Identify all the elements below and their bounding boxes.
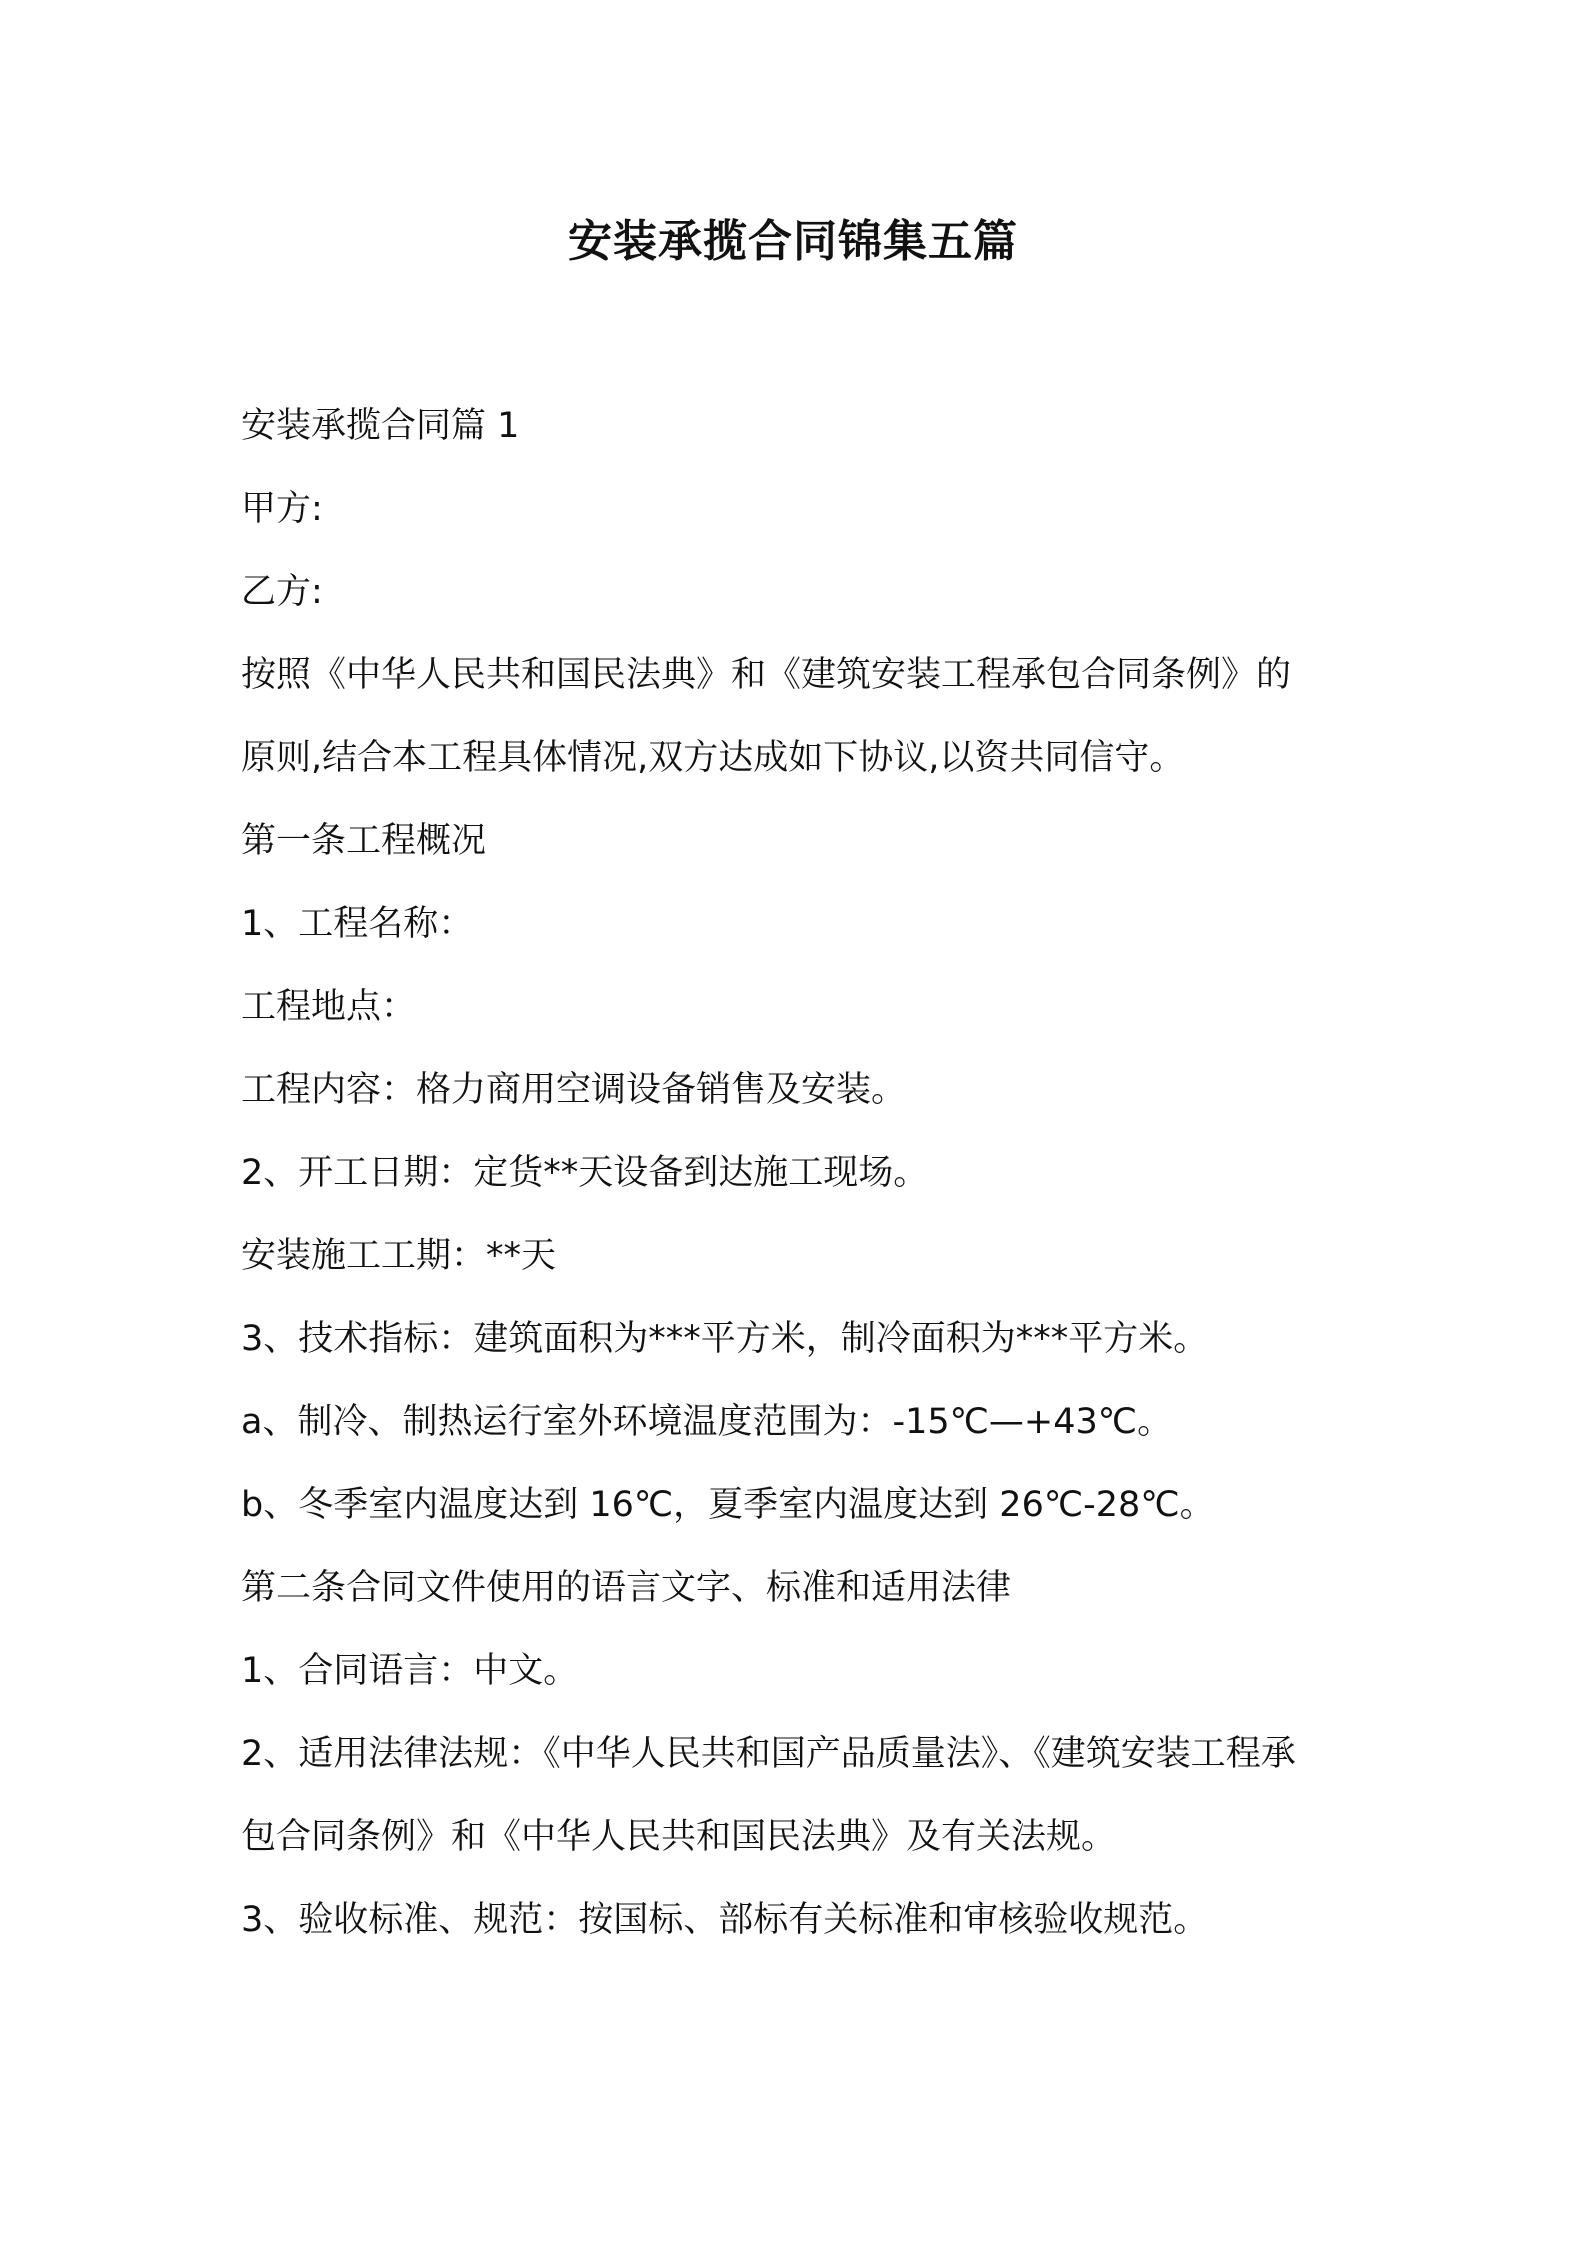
article-heading: 第一条工程概况 — [241, 821, 487, 861]
preamble-line: 按照《中华人民共和国民法典》和《建筑安装工程承包合同条例》的 — [241, 655, 1292, 695]
clause-line: 安装施工工期：**天 — [241, 1236, 557, 1276]
section-heading: 安装承揽合同篇 1 — [241, 406, 520, 446]
clause-line: 3、技术指标：建筑面积为***平方米，制冷面积为***平方米。 — [241, 1319, 1209, 1359]
clause-line: 3、验收标准、规范：按国标、部标有关标准和审核验收规范。 — [241, 1900, 1209, 1940]
clause-line: 2、开工日期：定货**天设备到达施工现场。 — [241, 1153, 929, 1193]
clause-line: a、制冷、制热运行室外环境温度范围为：-15℃—+43℃。 — [241, 1402, 1173, 1442]
clause-line: 工程内容：格力商用空调设备销售及安装。 — [241, 1070, 907, 1110]
document-title: 安装承揽合同锦集五篇 — [568, 216, 1018, 267]
clause-line: 包合同条例》和《中华人民共和国民法典》及有关法规。 — [241, 1817, 1117, 1857]
clause-line: 1、合同语言：中文。 — [241, 1651, 579, 1691]
document-body — [241, 406, 1361, 1983]
clause-line: b、冬季室内温度达到 16℃，夏季室内温度达到 26℃-28℃。 — [241, 1485, 1215, 1525]
party-b-line: 乙方: — [241, 572, 323, 612]
clause-line: 1、工程名称： — [241, 904, 474, 944]
clause-line: 工程地点： — [241, 987, 417, 1027]
clause-line: 2、适用法律法规：《中华人民共和国产品质量法》、《建筑安装工程承 — [241, 1734, 1296, 1774]
article-heading: 第二条合同文件使用的语言文字、标准和适用法律 — [241, 1568, 1012, 1608]
party-a-line: 甲方: — [241, 489, 323, 529]
preamble-line: 原则,结合本工程具体情况,双方达成如下协议,以资共同信守。 — [241, 738, 1185, 778]
